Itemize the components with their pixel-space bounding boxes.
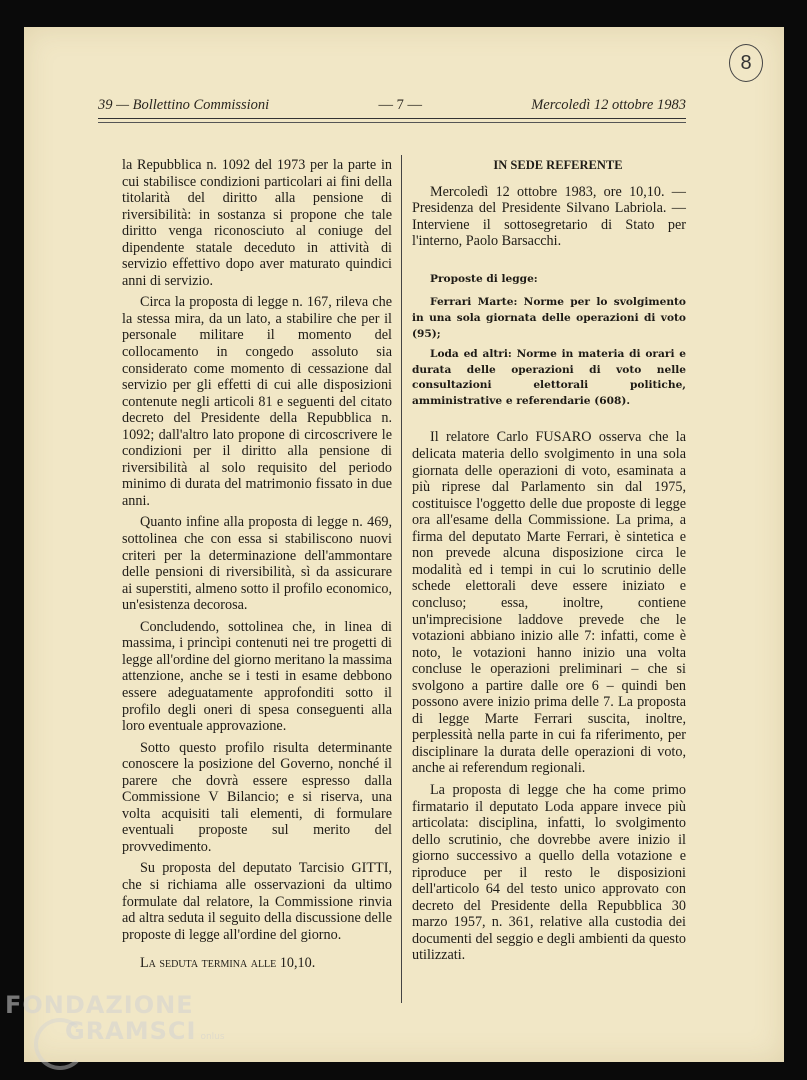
header-page-number: — 7 — (378, 97, 422, 113)
paragraph: Su proposta del deputato Tarcisio GITTI, che si richiama alle osservazioni da ultimo formulate dal relatore, la Commissione rinvia ad altra seduta il seguito della discussione delle proposte di legge all'ordine del giorno. (122, 860, 392, 943)
sitting-info: Mercoledì 12 ottobre 1983, ore 10,10. — Presidenza del Presidente Silvano Labriola. — Interviene il sottosegretario di Stato per l'interno, Paolo Barsacchi. (412, 183, 686, 250)
watermark (5, 992, 225, 1050)
watermark-line-2: GRAMSCI onlus (65, 1017, 225, 1045)
closing-line: La seduta termina alle 10,10. (140, 955, 316, 972)
left-column (122, 157, 392, 977)
running-header (98, 97, 686, 114)
paragraph: Concludendo, sottolinea che, in linea di massima, i princìpi contenuti nei tre progetti di legge all'ordine del giorno meritano la massima attenzione, anche se i testi in esame debbono essere adeguatamente approfonditi sotto il profilo degli oneri di spesa conseguenti alla loro eventuale approvazione. (122, 618, 392, 735)
paragraph: Il relatore Carlo FUSARO osserva che la delicata materia dello svolgimento in una sola giornata delle operazioni di voto, esaminata a più riprese dal Parlamento sin dal 1975, costituisce l'oggetto delle due proposte di legge ora all'esame della Commissione. La prima, a firma del deputato Marte Ferrari, è sintetica e non prevede alcuna disposizione circa le modalità ed i tempi in cui lo scrutinio delle schede elettorali deve essere iniziato e concluso; essa, inoltre, contiene un'imprecisione laddove prevede che le votazioni abbiano inizio alle 7: infatti, come è noto, le votazioni hanno inizio una volta concluse le operazioni preliminari – che si svolgono a partire dalle ore 6 – quindi ben possono avere inizio prima delle 7. La proposta di legge Marte Ferrari suscita, inoltre, perplessità nella parte in cui fa riferimento, per disciplinare la durata delle operazioni di voto, anche ai referendum regionali. (412, 429, 686, 777)
watermark-line-1: FONDAZIONE (5, 991, 194, 1019)
paragraph: La proposta di legge che ha come primo firmatario il deputato Loda appare invece più articolata: disciplina, infatti, lo svolgimento dello scrutinio, che dovrebbe avere inizio il giorno successivo a quello della votazione e riproduce per il resto le disposizioni dell'articolo 64 del testo unico approvato con decreto del Presidente della Repubblica 30 marzo 1957, n. 361, relative alla custodia dei documenti del seggio e degli ambienti da questo utilizzati. (412, 781, 686, 964)
proposal-item: Loda ed altri: Norme in materia di orari e durata delle operazioni di voto nelle consultazioni elettorali politiche, amministrative e referendarie (608). (412, 348, 686, 407)
paragraph: Quanto infine alla proposta di legge n. 469, sottolinea che con essa si stabiliscono nuovi criteri per la determinazione dell'ammontare delle pensioni di riversibilità, sì da assicurare ai superstiti, almeno sotto il profilo economico, un'esistenza decorosa. (122, 514, 392, 614)
proposals-heading: Proposte di legge: (430, 272, 538, 285)
paragraph: Sotto questo profilo risulta determinante conoscere la posizione del Governo, nonché il parere che dovrà essere espresso dalla Commissione V Bilancio; e si riserva, una volta acquisiti tali elementi, di formulare eventuali proposte sul merito del provvedimento. (122, 739, 392, 855)
document-page (24, 27, 784, 1062)
header-rule-bottom (98, 122, 686, 123)
paragraph: Circa la proposta di legge n. 167, rileva che la stessa mira, da un lato, a stabilire che per il personale militare il momento del collocamento in congedo assoluto sia considerato come momento di cessazione dal servizio per gli effetti di cui alle disposizioni contenute negli articoli 81 e seguenti del citato decreto del Presidente della Repubblica n. 1092; dall'altro lato propone di circoscrivere le condizioni per il diritto alla pensione di riversibilità al solo requisito del periodo minimo di durata del matrimonio fissato in due anni. (122, 294, 392, 509)
section-heading: IN SEDE REFERENTE (493, 158, 623, 172)
header-rule-top (98, 118, 686, 119)
column-divider (401, 155, 402, 1003)
header-left: 39 — Bollettino Commissioni (98, 97, 270, 113)
handwritten-page-number: 8 (729, 44, 763, 82)
paragraph: la Repubblica n. 1092 del 1973 per la parte in cui stabilisce condizioni particolari ai fini della titolarità del diritto alla pensione di riversibilità: in sostanza si propone che tale diritto venga riconosciuto al coniuge del dipendente statale deceduto in attività di servizio effettivo dopo aver maturato quindici anni di servizio. (122, 157, 392, 289)
proposal-item: Ferrari Marte: Norme per lo svolgimento in una sola giornata delle operazioni di voto (95); (412, 296, 686, 340)
right-column (412, 157, 686, 969)
header-date: Mercoledì 12 ottobre 1983 (531, 97, 686, 113)
